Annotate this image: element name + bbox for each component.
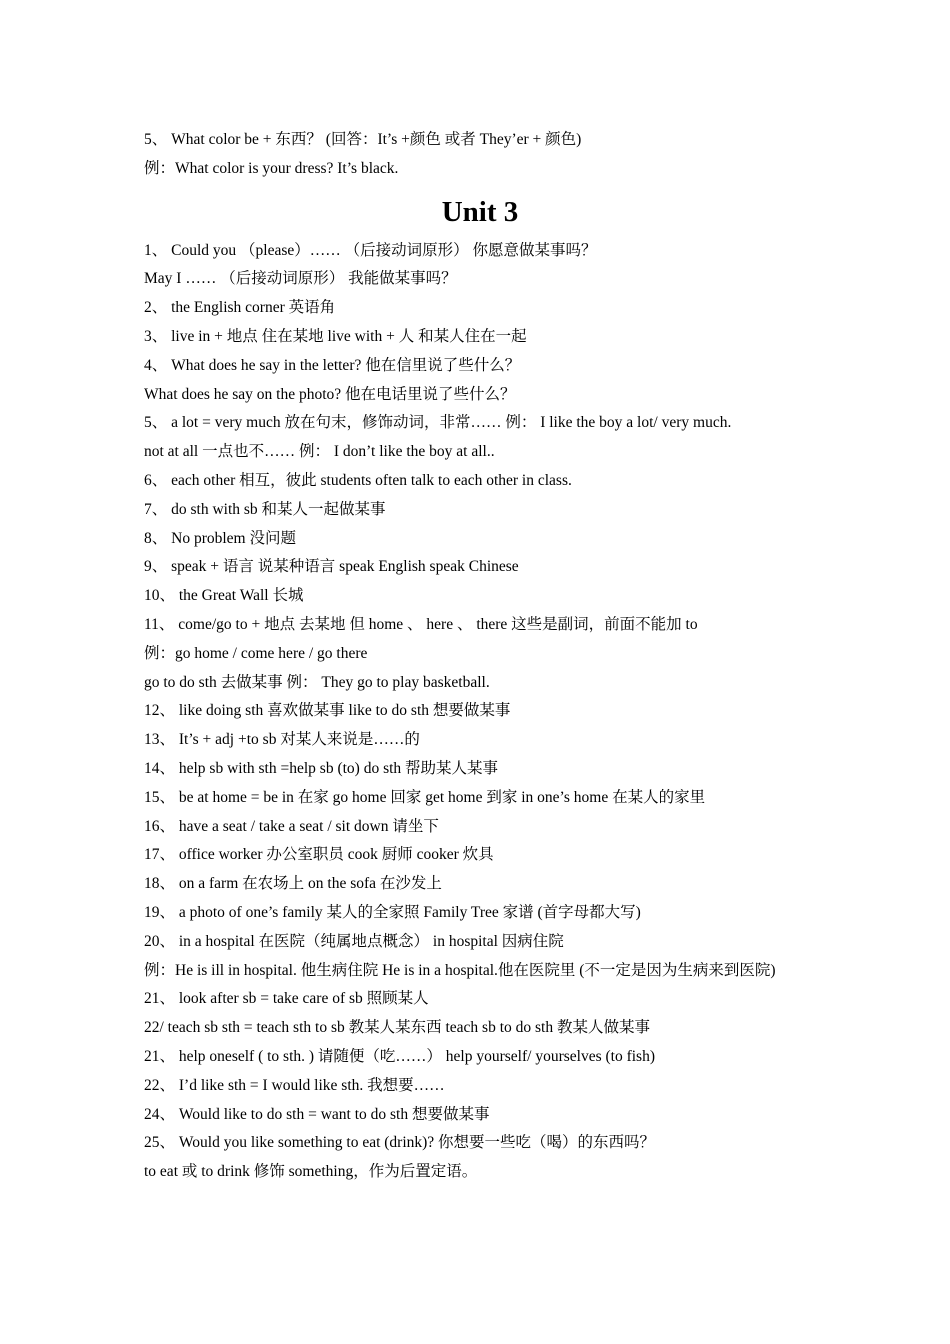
text-line: 16、 have a seat / take a seat / sit down 请坐下 [144,817,439,835]
text-line: 例：go home / come here / go there [144,644,368,662]
text-line: 10、 the Great Wall 长城 [144,587,304,605]
text-line: 9、 speak + 语言 说某种语言 speak English speak Chinese [144,558,519,576]
text-line: 例：He is ill in hospital. 他生病住院 He is in a hospital.他在医院里 (不一定是因为生病来到医院) [144,961,776,979]
text-line: 15、 be at home = be in 在家 go home 回家 get home 到家 in one’s home 在某人的家里 [144,788,706,806]
text-line: What does he say on the photo? 他在电话里说了些什么？ [144,385,516,403]
text-line: 4、 What does he say in the letter? 他在信里说了些什么？ [144,356,521,374]
text-line: 11、 come/go to + 地点 去某地 但 home 、 here 、 there 这些是副词，前面不能加 to [144,615,698,633]
text-line: 18、 on a farm 在农场上 on the sofa 在沙发上 [144,875,442,893]
text-line: not at all 一点也不…… 例： I don’t like the boy at all.. [144,443,495,461]
unit-heading: Unit 3 [441,195,519,228]
text-line: 例：What color is your dress? It’s black. [144,159,399,177]
text-line: May I …… （后接动词原形） 我能做某事吗？ [144,270,457,288]
text-line: 13、 It’s + adj +to sb 对某人来说是……的 [144,731,420,749]
text-line: 7、 do sth with sb 和某人一起做某事 [144,500,386,518]
text-line: 5、 a lot = very much 放在句末，修饰动词，非常…… 例： I like the boy a lot/ very much. [144,414,732,432]
text-line: 5、 What color be + 东西？ (回答：It’s +颜色 或者 They’er + 颜色) [144,131,582,148]
text-line: 12、 like doing sth 喜欢做某事 like to do sth 想要做某事 [144,702,511,720]
text-line: 19、 a photo of one’s family 某人的全家照 Family Tree 家谱 (首字母都大写) [144,903,641,921]
text-line: 20、 in a hospital 在医院（纯属地点概念） in hospital 因病住院 [144,932,564,950]
text-line: 24、 Would like to do sth = want to do sth 想要做某事 [144,1105,490,1123]
text-line: 21、 look after sb = take care of sb 照顾某人 [144,990,429,1008]
text-line: 8、 No problem 没问题 [144,529,296,547]
text-line: 6、 each other 相互，彼此 students often talk to each other in class. [144,471,572,489]
text-line: 1、 Could you （please）…… （后接动词原形） 你愿意做某事吗？ [144,241,597,259]
document-page [144,126,816,1187]
text-line: go to do sth 去做某事 例： They go to play basketball. [144,673,490,691]
text-line: 22、 I’d like sth = I would like sth. 我想要…… [144,1076,445,1094]
text-line: 22/ teach sb sth = teach sth to sb 教某人某东西 teach sb to do sth 教某人做某事 [144,1019,650,1037]
text-line: 25、 Would you like something to eat (drink)? 你想要一些吃（喝）的东西吗？ [144,1134,656,1152]
text-line: to eat 或 to drink 修饰 something，作为后置定语。 [144,1163,478,1181]
text-line: 14、 help sb with sth =help sb (to) do sth 帮助某人某事 [144,759,499,777]
text-line: 17、 office worker 办公室职员 cook 厨师 cooker 炊具 [144,846,494,864]
text-line: 2、 the English corner 英语角 [144,299,336,317]
text-line: 21、 help oneself ( to sth. ) 请随便（吃……） help yourself/ yourselves (to fish) [144,1047,655,1065]
text-line: 3、 live in + 地点 住在某地 live with + 人 和某人住在一起 [144,327,527,345]
